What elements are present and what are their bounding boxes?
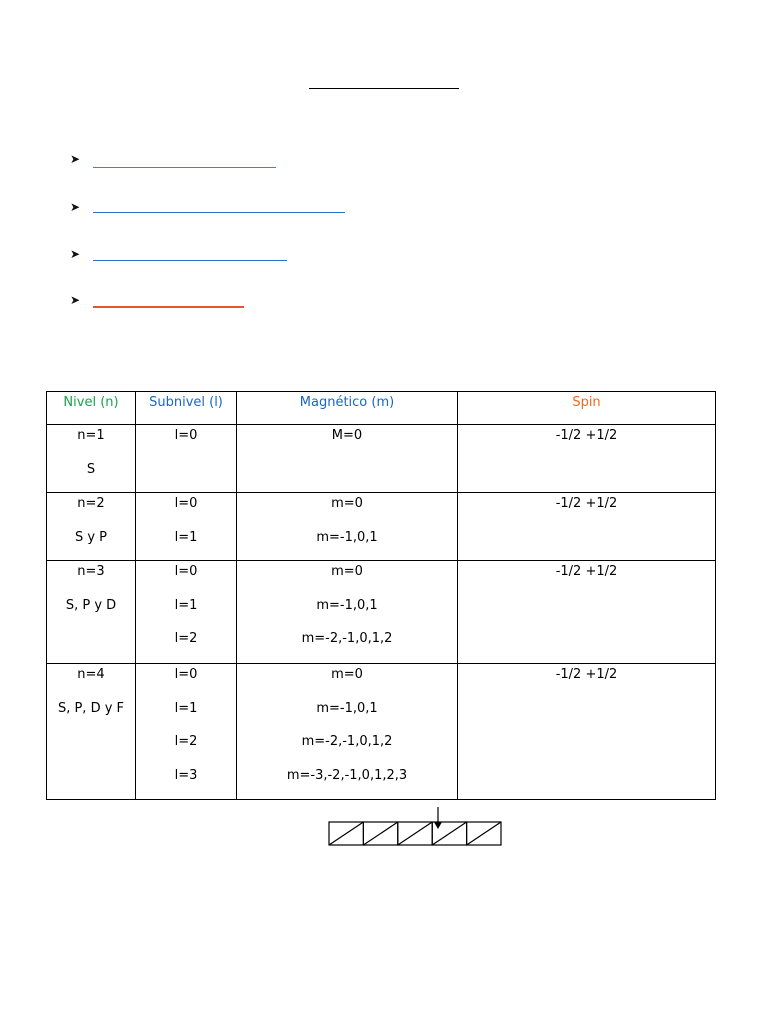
spin-value: -1/2 +1/2 <box>555 496 618 511</box>
l-value: l=0 <box>174 496 198 511</box>
bullet-arrow-icon: ➤ <box>70 152 81 166</box>
bullet-arrow-icon: ➤ <box>70 247 81 261</box>
table-row <box>47 664 716 800</box>
bullet-2-link-line[interactable] <box>93 212 345 213</box>
bullet-3-link-line[interactable] <box>93 260 287 261</box>
header-nivel: Nivel (n) <box>47 392 136 425</box>
m-value: m=0 <box>331 667 363 682</box>
table-row <box>47 425 716 493</box>
spin-cell <box>458 561 716 664</box>
quantum-numbers-table <box>46 391 716 800</box>
nivel-cell <box>47 561 136 664</box>
subnivel-cell <box>136 664 237 800</box>
bullet-arrow-icon: ➤ <box>70 200 81 214</box>
m-value: m=-2,-1,0,1,2 <box>301 631 393 646</box>
table-row <box>47 493 716 561</box>
l-value: l=0 <box>174 428 198 443</box>
magnetico-cell <box>237 561 458 664</box>
orbital-box-slash <box>467 822 501 845</box>
table-row <box>47 561 716 664</box>
m-value: m=0 <box>331 564 363 579</box>
header-spin: Spin <box>458 392 716 425</box>
nivel-cell <box>47 493 136 561</box>
n-value: n=1 <box>77 428 105 443</box>
m-value: m=-1,0,1 <box>316 597 378 613</box>
table-header-row <box>47 392 716 425</box>
spin-cell <box>458 664 716 800</box>
m-value: M=0 <box>331 428 363 443</box>
m-value: m=-3,-2,-1,0,1,2,3 <box>286 767 408 783</box>
orbital-box-slash <box>398 822 432 845</box>
down-arrow-icon <box>434 822 442 829</box>
nivel-cell <box>47 664 136 800</box>
subshell-letters: S y P <box>74 529 108 545</box>
nivel-cell <box>47 425 136 493</box>
l-value: l=2 <box>174 734 198 749</box>
spin-value: -1/2 +1/2 <box>555 667 618 682</box>
l-value: l=0 <box>174 667 198 682</box>
bullet-1-link-line[interactable] <box>93 167 276 168</box>
l-value: l=0 <box>174 564 198 579</box>
n-value: n=4 <box>77 667 105 682</box>
n-value: n=3 <box>77 564 105 579</box>
spin-value: -1/2 +1/2 <box>555 564 618 579</box>
l-value: l=3 <box>174 767 198 783</box>
l-value: l=1 <box>174 529 198 545</box>
header-magnetico: Magnético (m) <box>237 392 458 425</box>
l-value: l=2 <box>174 631 198 646</box>
magnetico-cell <box>237 425 458 493</box>
m-value: m=-2,-1,0,1,2 <box>301 734 393 749</box>
subnivel-cell <box>136 425 237 493</box>
l-value: l=1 <box>174 597 198 613</box>
m-value: m=0 <box>331 496 363 511</box>
m-value: m=-1,0,1 <box>316 529 378 545</box>
n-value: n=2 <box>77 496 105 511</box>
magnetico-cell <box>237 493 458 561</box>
spin-value: -1/2 +1/2 <box>555 428 618 443</box>
m-value: m=-1,0,1 <box>316 700 378 716</box>
spin-cell <box>458 425 716 493</box>
l-value: l=1 <box>174 700 198 716</box>
spin-cell <box>458 493 716 561</box>
orbital-box-slash <box>363 822 397 845</box>
subnivel-cell <box>136 561 237 664</box>
orbital-box-slash <box>329 822 363 845</box>
subshell-letters: S, P, D y F <box>57 700 125 716</box>
subshell-letters: S, P y D <box>65 597 117 613</box>
bullet-arrow-icon: ➤ <box>70 293 81 307</box>
header-subnivel: Subnivel (l) <box>136 392 237 425</box>
subnivel-cell <box>136 493 237 561</box>
orbital-boxes-diagram <box>328 806 502 848</box>
title-underline <box>309 88 459 89</box>
bullet-4-link-line[interactable] <box>93 306 244 308</box>
magnetico-cell <box>237 664 458 800</box>
subshell-letters: S <box>86 461 96 477</box>
